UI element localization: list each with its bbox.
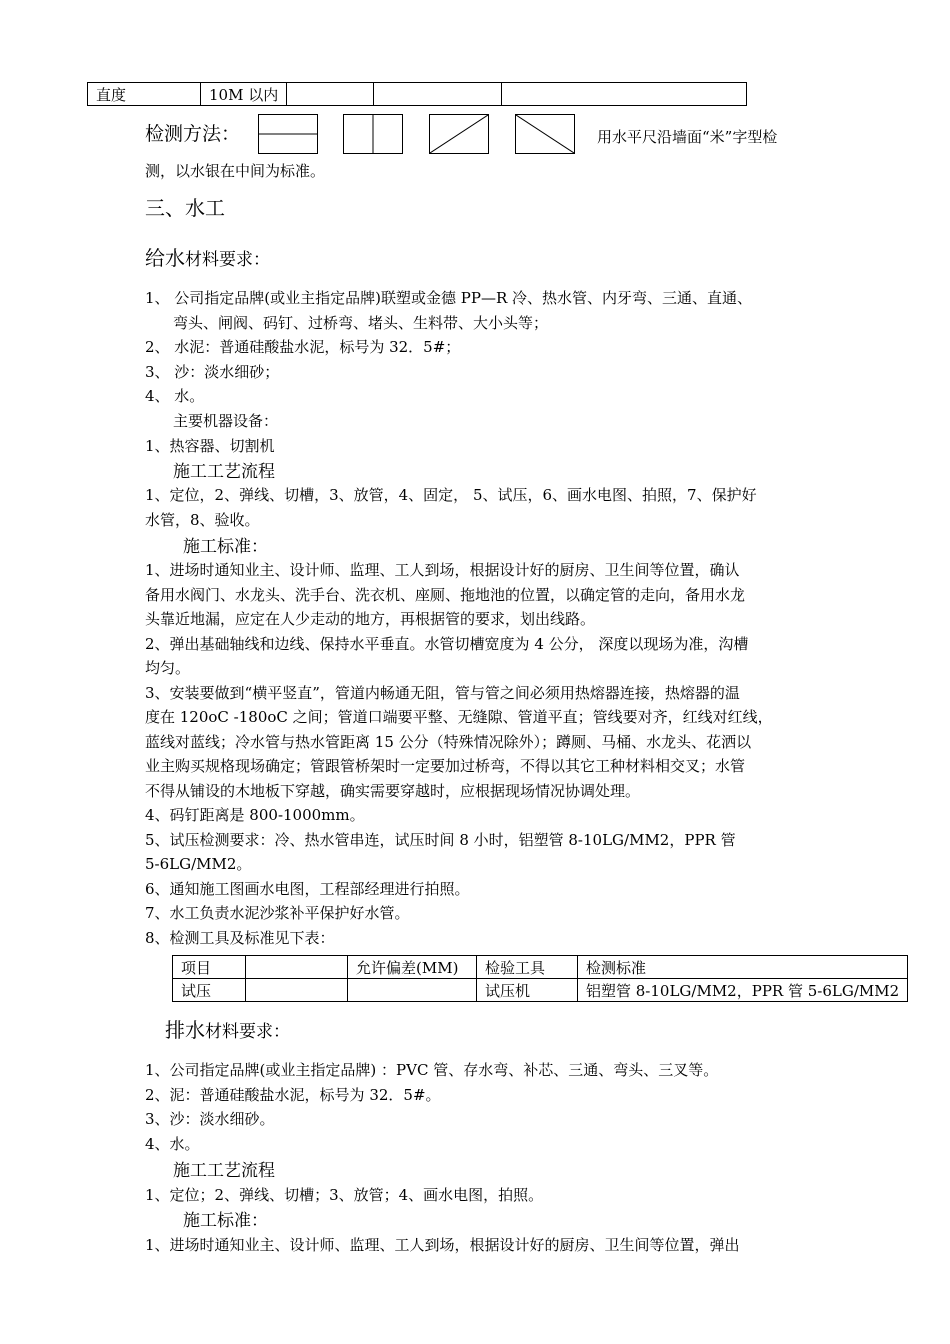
std-line: 5-6LG/MM2。 — [145, 855, 252, 873]
std-line: 8、检测工具及标准见下表： — [145, 928, 335, 947]
table-header: 检验工具 — [477, 956, 578, 979]
std-line: 7、水工负责水泥沙浆补平保护好水管。 — [145, 904, 410, 922]
cell — [374, 83, 502, 106]
table-header: 检测标准 — [578, 956, 908, 979]
list-item: 2、泥：普通硅酸盐水泥，标号为 32．5#。 — [145, 1085, 441, 1104]
std-line: 2、弹出基础轴线和边线、保持水平垂直。水管切槽宽度为 4 公分， 深度以现场为准，沟槽 — [145, 634, 749, 653]
process-line: 水管，8、验收。 — [145, 510, 260, 529]
diagonal-up-diagram — [429, 114, 489, 154]
check-table — [172, 955, 908, 1002]
table-cell — [246, 979, 348, 1002]
process-title: 施工工艺流程 — [173, 462, 275, 482]
table-row — [173, 979, 908, 1002]
std-line: 3、安装要做到“横平竖直”，管道内畅通无阻，管与管之间必须用热熔器连接，热熔器的温 — [145, 683, 740, 702]
table-cell: 试压机 — [477, 979, 578, 1002]
std-line: 1、进场时通知业主、设计师、监理、工人到场，根据设计好的厨房、卫生间等位置，确认 — [145, 561, 740, 579]
std-line: 度在 120oC -180oC 之间；管道口端要平整、无缝隙、管道平直；管线要对齐，红线对红线， — [145, 708, 773, 726]
drain-title: 排水 — [165, 1018, 205, 1042]
drain-process: 1、定位；2、弹线、切槽；3、放管；4、画水电图，拍照。 — [145, 1186, 544, 1204]
drain-subtitle: 材料要求： — [205, 1022, 290, 1042]
machines-title: 主要机器设备： — [173, 412, 279, 430]
std-line: 4、码钉距离是 800-1000mm。 — [145, 806, 365, 824]
table-cell — [348, 979, 477, 1002]
std-line: 6、通知施工图画水电图，工程部经理进行拍照。 — [145, 879, 470, 898]
process — [145, 483, 810, 532]
horizontal-line-diagram — [258, 114, 318, 154]
table-cell: 铝塑管 8-10LG/MM2，PPR 管 5-6LG/MM2 — [578, 979, 908, 1002]
std-line: 备用水阀门、水龙头、洗手台、洗衣机、座厕、拖地池的位置，以确定管的走向，备用水龙 — [145, 585, 746, 604]
top-table — [87, 82, 747, 106]
std-line: 不得从铺设的木地板下穿越，确实需要穿越时，应根据现场情况协调处理。 — [145, 781, 641, 800]
list-item: 弯头、闸阀、码钉、过桥弯、堵头、生料带、大小头等； — [173, 313, 549, 332]
list-item: 4、 水。 — [145, 387, 205, 405]
table-header: 项目 — [173, 956, 246, 979]
supply-heading — [145, 242, 270, 271]
list-item: 1、 公司指定品牌(或业主指定品牌)联塑或金德 PP—R 冷、热水管、内牙弯、三通、直通、 — [145, 289, 753, 307]
list-item: 1、公司指定品牌(或业主指定品牌) ：PVC 管、存水弯、补芯、三通、弯头、三叉等。 — [145, 1061, 719, 1079]
process-line: 1、定位，2、弹线、切槽，3、放管，4、固定， 5、试压，6、画水电图、拍照，7、保护好 — [145, 486, 757, 504]
drain-process-title: 施工工艺流程 — [173, 1161, 275, 1181]
list-item: 4、水。 — [145, 1134, 200, 1153]
std-line: 5、试压检测要求：冷、热水管串连，试压时间 8 小时，铝塑管 8-10LG/MM2，PPR 管 — [145, 830, 736, 849]
standard-title: 施工标准： — [183, 537, 268, 557]
supply-subtitle: 材料要求： — [185, 250, 270, 270]
method-label: 检测方法： — [145, 123, 241, 145]
list-item: 3、沙：淡水细砂。 — [145, 1110, 275, 1128]
drain-heading — [165, 1014, 290, 1043]
vertical-line-diagram — [343, 114, 403, 154]
std-line: 头靠近地漏，应定在人少走动的地方，再根据管的要求，划出线路。 — [145, 610, 596, 628]
table-header: 允许偏差(MM) — [348, 956, 477, 979]
diagonal-down-diagram — [515, 114, 575, 154]
section-heading: 三、水工 — [145, 196, 225, 220]
cell: 10M 以内 — [201, 83, 287, 106]
supply-title: 给水 — [145, 246, 185, 270]
list-item: 2、 水泥：普通硅酸盐水泥，标号为 32．5#； — [145, 338, 461, 356]
cell — [502, 83, 747, 106]
table-header — [246, 956, 348, 979]
drain-items — [145, 1058, 810, 1156]
machines: 1、热容器、切割机 — [145, 437, 275, 455]
list-item: 3、 沙：淡水细砂； — [145, 362, 280, 381]
table-row — [173, 956, 908, 979]
cell: 直度 — [88, 83, 201, 106]
std-line: 蓝线对蓝线；冷水管与热水管距离 15 公分（特殊情况除外）；蹲厕、马桶、水龙头、花洒以 — [145, 732, 752, 751]
method-desc: 用水平尺沿墙面“米”字型检 — [597, 128, 778, 146]
std-line: 业主购买规格现场确定；管跟管桥架时一定要加过桥弯，不得以其它工种材料相交叉；水管 — [145, 757, 746, 775]
method-desc-cont: 测，以水银在中间为标准。 — [145, 162, 326, 180]
table-cell: 试压 — [173, 979, 246, 1002]
standard-lines — [145, 558, 810, 950]
supply-items — [145, 286, 810, 409]
drain-standard-title: 施工标准： — [183, 1211, 268, 1231]
cell — [287, 83, 374, 106]
std-line: 均匀。 — [145, 659, 191, 677]
drain-std-line: 1、进场时通知业主、设计师、监理、工人到场，根据设计好的厨房、卫生间等位置，弹出 — [145, 1236, 740, 1254]
